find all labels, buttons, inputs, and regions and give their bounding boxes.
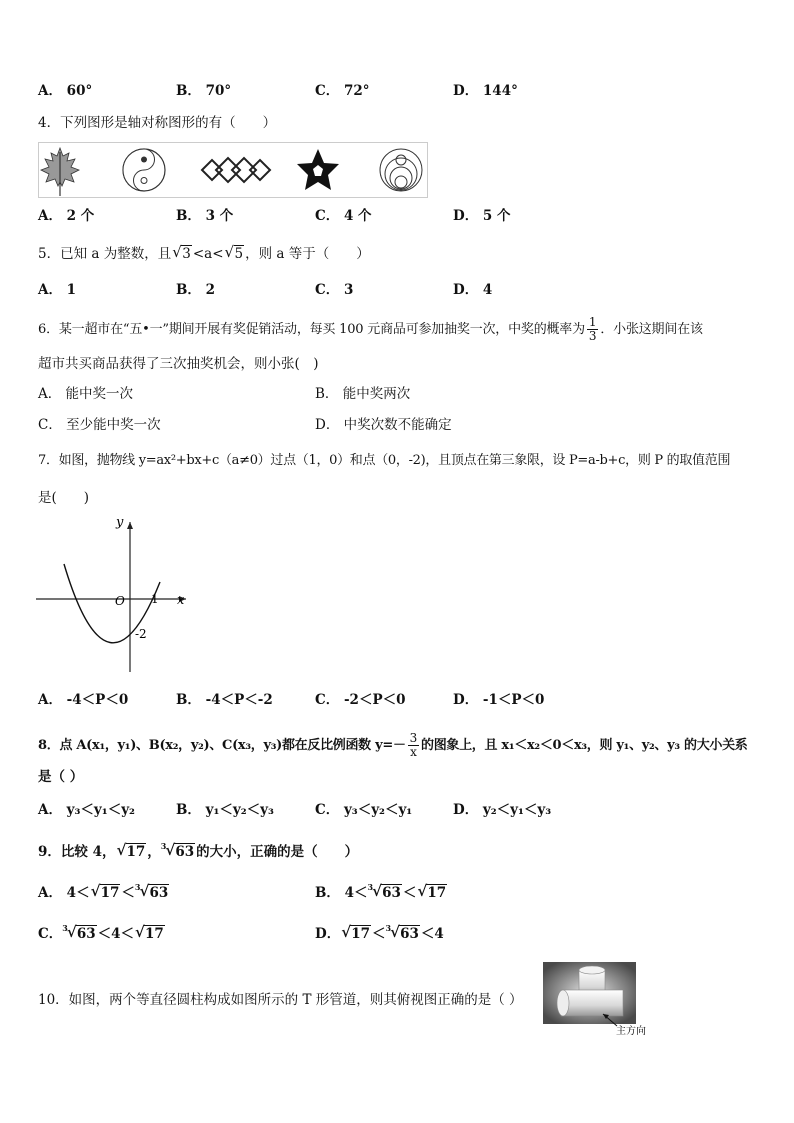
fraction-3-over-x: $\frac{3}{x}$ [409, 731, 417, 759]
q6-option-b: B． 能中奖两次 [315, 386, 411, 402]
q8-option-d: D． y₂＜y₁＜y₃ [453, 802, 552, 818]
q8-option-c: C． y₃＜y₂＜y₁ [315, 802, 413, 818]
q3-option-c: C． 72° [315, 83, 370, 99]
q8-stem-line1 [38, 732, 748, 759]
q8-stem-text: 8．点 A(x₁，y₁)、B(x₂，y₂)、C(x₃，y₃)都在反比例函数 y=－ [38, 738, 406, 753]
direction-caption: 主方向 [616, 1026, 646, 1037]
q9-stem-text: 9．比较 4， [38, 844, 116, 860]
q5-option-d: D． 4 [453, 282, 493, 298]
q7-stem-line1: 7．如图，抛物线 y=ax²+bx+c（a≠0）过点（1，0）和点（0，-2)，且顶点在第三象限，设 P=a-b+c，则 P 的取值范围 [38, 453, 731, 468]
q9-option-c: C．$^3$√ 63 ＜4＜√ 17 [38, 919, 166, 943]
q6-option-d: D． 中奖次数不能确定 [315, 417, 452, 433]
q7-option-a: A． -4＜P＜0 [38, 692, 129, 708]
q3-option-b: B． 70° [176, 83, 232, 99]
origin-label: O [115, 594, 125, 608]
q6-stem-line2: 超市共买商品获得了三次抽奖机会，则小张( ) [38, 356, 319, 372]
q4-option-d: D． 5 个 [453, 208, 511, 224]
q5-option-a: A． 1 [38, 282, 77, 298]
q9-option-a: A． 4＜√ 17 ＜$^3$√ 63 [38, 878, 170, 902]
q9-option-b: B． 4＜$^3$√ 63 ＜√ 17 [315, 878, 448, 902]
q5-option-c: C． 3 [315, 282, 354, 298]
q8-stem-tail: 的图象上，且 x₁＜x₂＜0＜x₃，则 y₁、y₂、y₃ 的大小关系 [421, 738, 748, 753]
q6-stem-tail: ．小张这期间在该 [600, 322, 703, 337]
sqrt-5: √ 5 [225, 245, 245, 263]
y-axis-label: y [116, 515, 124, 530]
q5-stem-mid: <a< [192, 246, 224, 262]
q8-option-a: A． y₃＜y₁＜y₂ [38, 802, 135, 818]
q7-option-d: D． -1＜P＜0 [453, 692, 545, 708]
q6-option-c: C． 至少能中奖一次 [38, 417, 161, 433]
cbrt-63: √ 63 [165, 843, 195, 861]
y-axis-arrow [127, 522, 133, 529]
cube-root-index: 3 [160, 841, 167, 851]
q4-figures [38, 142, 428, 198]
circles-figure [380, 149, 422, 191]
q4-stem: 4．下列图形是轴对称图形的有（ ） [38, 115, 277, 131]
star-flower-figure [297, 149, 339, 190]
q7-stem-line2: 是( ) [38, 490, 90, 506]
q8-stem-line2: 是（ ） [38, 769, 84, 785]
q3-option-a: A． 60° [38, 83, 93, 99]
q3-option-d: D． 144° [453, 83, 518, 99]
t-pipe-figure [543, 962, 663, 1038]
q5-option-b: B． 2 [176, 282, 216, 298]
q5-stem-pre: 5．已知 a 为整数，且 [38, 246, 172, 262]
q8-option-b: B． y₁＜y₂＜y₃ [176, 802, 274, 818]
q9-stem-tail: 的大小，正确的是（ ） [196, 844, 359, 860]
parabola-graph [34, 512, 204, 677]
q10-stem: 10．如图，两个等直径圆柱构成如图所示的 T 形管道，则其俯视图正确的是（ ） [38, 992, 523, 1008]
q5-stem [38, 245, 370, 263]
q7-option-b: B． -4＜P＜-2 [176, 692, 273, 708]
q4-option-c: C． 4 个 [315, 208, 372, 224]
sqrt-17: √ 17 [117, 843, 147, 861]
x-axis-label: x [177, 593, 185, 608]
q6-option-a: A． 能中奖一次 [38, 386, 134, 402]
q9-stem: 9．比较 4，√ 17 ，$^3$√ 63 的大小，正确的是（ ） [38, 837, 358, 861]
q6-stem-text: 6．某一超市在“五•一”期间开展有奖促销活动，每买 100 元商品可参加抽奖一次，中奖的概率为 [38, 322, 585, 337]
q9-option-d: D．√ 17 ＜$^3$√ 63 ＜4 [315, 919, 444, 943]
fraction-one-third: $\frac{1}{3}$ [588, 315, 597, 343]
q7-option-c: C． -2＜P＜0 [315, 692, 406, 708]
q4-option-a: A． 2 个 [38, 208, 95, 224]
sqrt-3: √ 3 [172, 245, 192, 263]
y-intercept-label: -2 [135, 627, 147, 641]
knot-figure [202, 158, 270, 182]
maple-leaf-figure [41, 148, 79, 196]
q5-stem-post: ，则 a 等于（ ） [245, 246, 370, 262]
x-intercept-label: 1 [151, 592, 159, 606]
taiji-figure [123, 149, 165, 191]
q6-stem-line1 [38, 316, 703, 343]
q4-option-b: B． 3 个 [176, 208, 234, 224]
